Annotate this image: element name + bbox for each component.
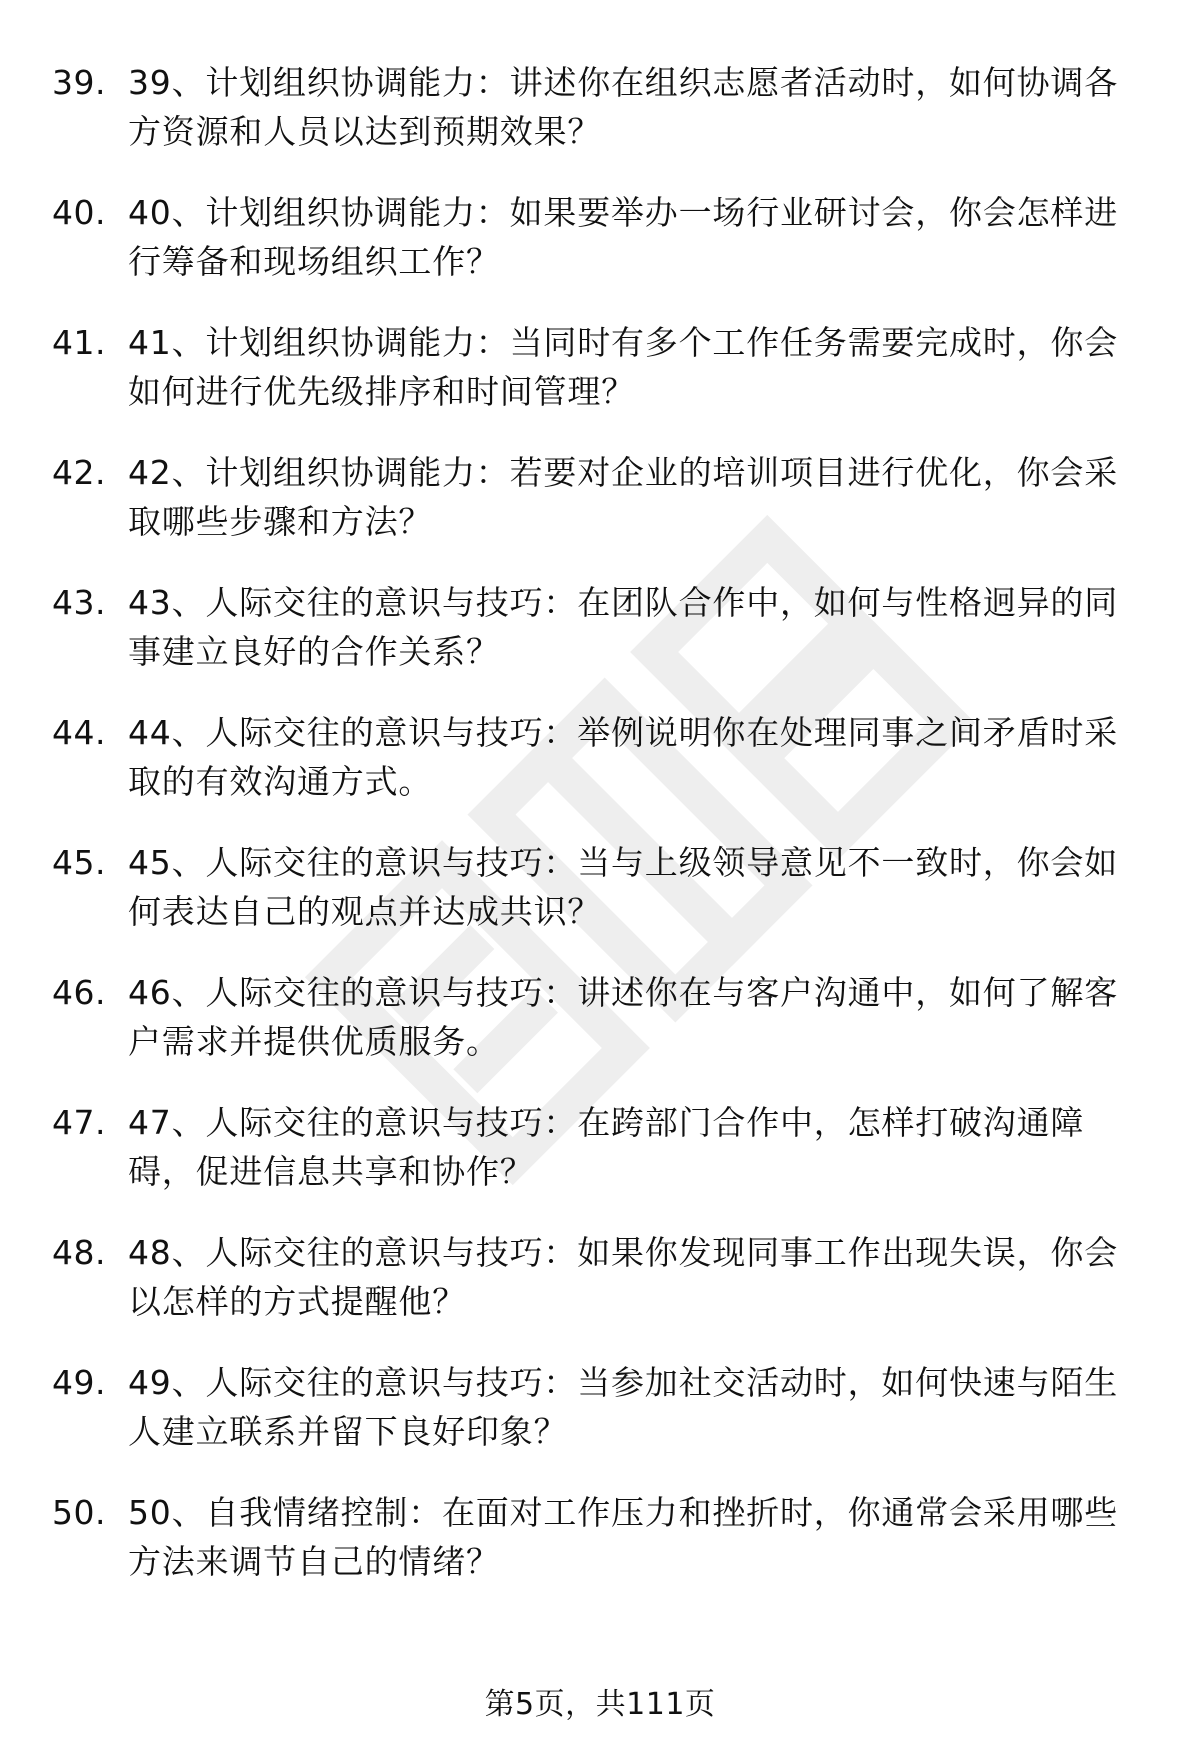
- question-number: 49.: [52, 1363, 106, 1402]
- list-item: [52, 708, 1162, 838]
- list-item: [52, 448, 1162, 578]
- question-text: 47、人际交往的意识与技巧：在跨部门合作中，怎样打破沟通障碍，促进信息共享和协作？: [128, 1103, 1085, 1191]
- question-text: 40、计划组织协调能力：如果要举办一场行业研讨会，你会怎样进行筹备和现场组织工作？: [128, 193, 1118, 281]
- question-text: 44、人际交往的意识与技巧：举例说明你在处理同事之间矛盾时采取的有效沟通方式。: [128, 713, 1118, 801]
- question-text: 41、计划组织协调能力：当同时有多个工作任务需要完成时，你会如何进行优先级排序和时间管理？: [128, 323, 1118, 411]
- list-item: [52, 1358, 1162, 1488]
- list-item: [52, 58, 1162, 188]
- question-number: 46.: [52, 973, 106, 1012]
- question-text: 39、计划组织协调能力：讲述你在组织志愿者活动时，如何协调各方资源和人员以达到预期效果？: [128, 63, 1118, 151]
- question-number: 44.: [52, 713, 106, 752]
- list-item: [52, 318, 1162, 448]
- question-number: 39.: [52, 63, 106, 102]
- question-number: 40.: [52, 193, 106, 232]
- list-item: [52, 838, 1162, 968]
- question-text: 49、人际交往的意识与技巧：当参加社交活动时，如何快速与陌生人建立联系并留下良好印象？: [128, 1363, 1118, 1451]
- page-footer: 第5页，共111页: [484, 1687, 716, 1722]
- list-item: [52, 1488, 1162, 1618]
- question-text: 48、人际交往的意识与技巧：如果你发现同事工作出现失误，你会以怎样的方式提醒他？: [128, 1233, 1118, 1321]
- list-item: [52, 188, 1162, 318]
- question-list: [52, 58, 1162, 1618]
- list-item: [52, 578, 1162, 708]
- question-number: 42.: [52, 453, 106, 492]
- question-text: 42、计划组织协调能力：若要对企业的培训项目进行优化，你会采取哪些步骤和方法？: [128, 453, 1118, 541]
- question-number: 45.: [52, 843, 106, 882]
- question-text: 50、自我情绪控制：在面对工作压力和挫折时，你通常会采用哪些方法来调节自己的情绪？: [128, 1493, 1118, 1581]
- question-number: 47.: [52, 1103, 106, 1142]
- question-number: 43.: [52, 583, 106, 622]
- list-item: [52, 1098, 1162, 1228]
- question-text: 46、人际交往的意识与技巧：讲述你在与客户沟通中，如何了解客户需求并提供优质服务。: [128, 973, 1118, 1061]
- question-text: 43、人际交往的意识与技巧：在团队合作中，如何与性格迥异的同事建立良好的合作关系？: [128, 583, 1118, 671]
- question-number: 41.: [52, 323, 106, 362]
- question-number: 50.: [52, 1493, 106, 1532]
- list-item: [52, 1228, 1162, 1358]
- list-item: [52, 968, 1162, 1098]
- question-text: 45、人际交往的意识与技巧：当与上级领导意见不一致时，你会如何表达自己的观点并达成共识？: [128, 843, 1118, 931]
- question-number: 48.: [52, 1233, 106, 1272]
